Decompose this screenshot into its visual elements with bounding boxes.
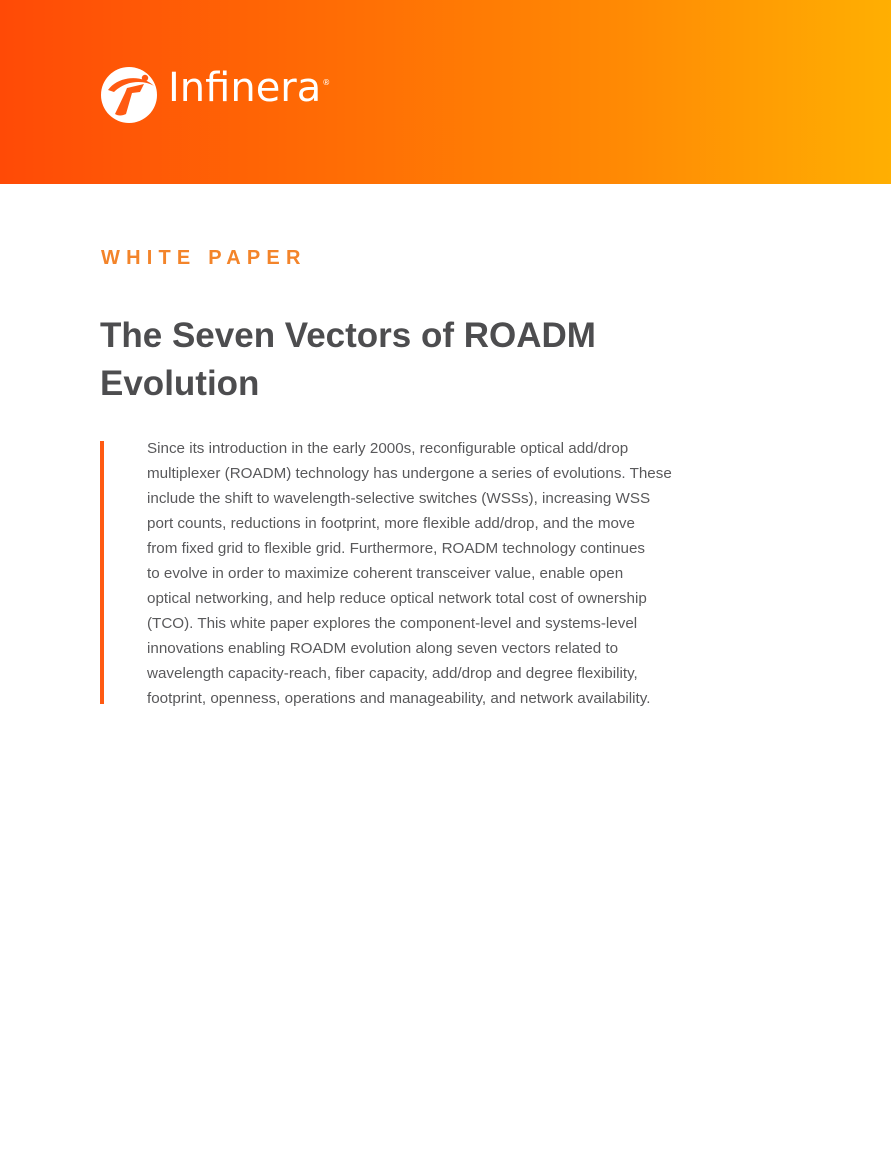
abstract-line: port counts, reductions in footprint, more flexible add/drop, and the move [147, 515, 635, 532]
abstract-line: from fixed grid to flexible grid. Furthermore, ROADM technology continues [147, 540, 646, 557]
header-banner [0, 0, 891, 184]
abstract-line: innovations enabling ROADM evolution along seven vectors related to [147, 640, 619, 657]
page-title: The Seven Vectors of ROADM Evolution [100, 316, 596, 403]
abstract-line: optical networking, and help reduce optical network total cost of ownership [147, 590, 647, 607]
abstract-line: wavelength capacity-reach, fiber capacity, add/drop and degree flexibility, [147, 665, 638, 682]
abstract-line: include the shift to wavelength-selective switches (WSSs), increasing WSS [147, 490, 651, 507]
infinera-logo [100, 66, 330, 124]
abstract-paragraph [147, 436, 707, 711]
abstract-line: footprint, openness, operations and manageability, and network availability. [147, 690, 651, 707]
abstract-line: to evolve in order to maximize coherent transceiver value, enable open [147, 565, 624, 582]
abstract-accent-bar [100, 441, 104, 704]
abstract-line: (TCO). This white paper explores the component-level and systems-level [147, 615, 638, 632]
brand-name: Infinera® [168, 64, 331, 111]
document-type-label: WHITE PAPER [101, 247, 307, 269]
infinera-swirl-icon [100, 66, 158, 124]
abstract-line: Since its introduction in the early 2000s, reconfigurable optical add/drop [147, 440, 629, 457]
registered-mark: ® [322, 77, 331, 87]
abstract-line: multiplexer (ROADM) technology has undergone a series of evolutions. These [147, 465, 672, 482]
